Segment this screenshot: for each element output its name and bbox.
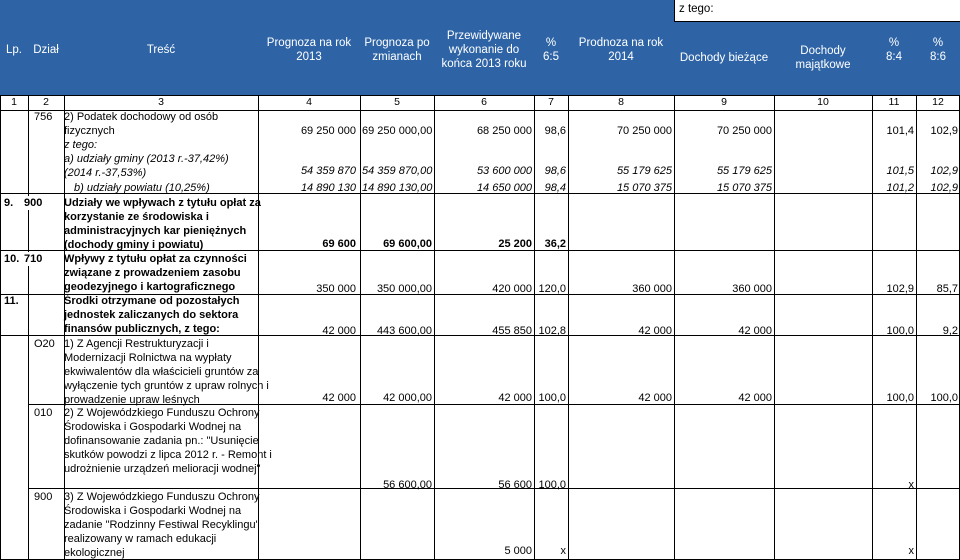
- header-tresc: Treść: [146, 43, 176, 56]
- row-756b-text: b) udziały powiatu (10,25%): [74, 182, 210, 194]
- row-11-3-c11: x: [908, 545, 914, 557]
- colnum: 6: [481, 96, 487, 108]
- row-11-1-c5: 42 000,00: [383, 392, 432, 404]
- row-11-2-c7: 100,0: [538, 479, 566, 491]
- col-divider: [674, 95, 675, 560]
- header-przewidywane: Przewidywane wykonanie do końca 2013 roku: [441, 29, 527, 70]
- row-10-c9: 360 000: [732, 283, 772, 295]
- row-756a-c11: 101,5: [886, 165, 914, 177]
- header-lp: Lp.: [6, 43, 22, 56]
- row-11-c8: 42 000: [638, 325, 672, 337]
- row-10-c12: 85,7: [936, 283, 958, 295]
- row-10-lp: 10.: [4, 253, 20, 265]
- row-10-code: 710: [24, 253, 43, 265]
- row-9-c7: 36,2: [544, 238, 566, 250]
- z-tego-label: z tego:: [674, 0, 960, 22]
- row-11-c11: 100,0: [886, 325, 914, 337]
- row-11-3-code: 900: [34, 491, 53, 503]
- row-9-c5: 69 600,00: [383, 238, 432, 250]
- col-divider: [916, 95, 917, 560]
- row-9-lp: 9.: [4, 197, 14, 209]
- col-divider: [28, 95, 29, 560]
- row-756a-text: z tego: a) udziały gminy (2013 r.-37,42%) (2014 r.-37,53%): [64, 139, 229, 179]
- colnum: 5: [394, 96, 400, 108]
- row-756b-c4: 14 890 130: [300, 182, 356, 194]
- row-11-1-code: O20: [34, 338, 55, 350]
- row-11-2-c6: 56 600: [498, 479, 532, 491]
- row-756-c5: 69 250 000,00: [362, 125, 433, 137]
- row-756a-c8: 55 179 625: [616, 165, 672, 177]
- row-756-c4: 69 250 000: [300, 125, 356, 137]
- row-11-3-c6: x: [560, 545, 566, 557]
- row-756a-c4: 54 359 870: [300, 165, 356, 177]
- row-9-text: Udziały we wpływach z tytułu opłat za korzystanie ze środowiska i administracyjnych kar pieniężnych (dochody gminy i powiatu): [64, 197, 261, 251]
- row-756a-c9: 55 179 625: [716, 165, 772, 177]
- row-10-c8: 360 000: [632, 283, 672, 295]
- row-756a-c5: 54 359 870,00: [362, 165, 433, 177]
- row-11-1-text: 1) Z Agencji Restrukturyzacji i Modernizacji Rolnictwa na wypłaty ekwiwalentów dla właścicieli gruntów za wyłączenie tych gruntów z upraw rolnych i prowadzenie upraw leśnych: [64, 338, 269, 406]
- colnum: 9: [721, 96, 727, 108]
- colnum: 4: [306, 96, 312, 108]
- row-756b-c5: 14 890 130,00: [362, 182, 433, 194]
- row-11-c6: 455 850: [492, 325, 532, 337]
- header-dochody-biezace: Dochody bieżące: [679, 52, 769, 64]
- row-756-c6: 68 250 000: [476, 125, 532, 137]
- row-10-c4: 350 000: [316, 283, 356, 295]
- header-dzial: Dział: [33, 43, 59, 56]
- row-10-text: Wpływy z tytułu opłat za czynności związane z prowadzeniem zasobu geodezyjnego i kartograficznego: [64, 253, 247, 293]
- row-11-3-c5: 5 000: [504, 545, 532, 557]
- header-pct-8-6: % 8:6: [930, 36, 946, 63]
- col-divider: [534, 95, 535, 560]
- header-dochody-majatkowe: Dochody majątkowe: [795, 45, 851, 71]
- colnum: 2: [43, 96, 49, 108]
- colnum: 12: [932, 96, 944, 108]
- row-9-c6: 25 200: [498, 238, 532, 250]
- header-prognoza-po-zmianach: Prognoza po zmianach: [364, 36, 430, 63]
- row-11-2-text: 2) Z Wojewódzkiego Funduszu Ochrony Środowiska i Gospodarki Wodnej na dofinansowanie zadania pn.: "Usunięcie skutków powodzi z lipca 2012 r. - Remont i udrożnienie urządzeń melioracji wodnej": [64, 407, 272, 475]
- row-11-1-c4: 42 000: [322, 392, 356, 404]
- row-756b-c9: 15 070 375: [716, 182, 772, 194]
- row-11-1-c8: 42 000: [638, 392, 672, 404]
- row-10-c11: 102,9: [886, 283, 914, 295]
- colnum: 10: [817, 96, 829, 108]
- header-prognoza-2014: Prodnoza na rok 2014: [578, 36, 664, 63]
- col-divider: [568, 95, 569, 560]
- row-11-1-c9: 42 000: [738, 392, 772, 404]
- row-9-c4: 69 600: [322, 238, 356, 250]
- colnum: 11: [888, 96, 900, 108]
- row-11-3-text: 3) Z Wojewódzkiego Funduszu Ochrony Środowiska i Gospodarki Wodnej na zadanie "Rodzinny Festiwal Recyklingu" realizowany w ramach edukacji ekologicznej: [64, 491, 260, 559]
- row-11-2-code: 010: [34, 407, 53, 419]
- row-756-c12: 102,9: [930, 125, 958, 137]
- row-11-c12: 9,2: [942, 325, 958, 337]
- row-756-c8: 70 250 000: [616, 125, 672, 137]
- row-11-1-c7: 100,0: [538, 392, 566, 404]
- row-756a-c12: 102,9: [930, 165, 958, 177]
- row-756b-c6: 14 650 000: [476, 182, 532, 194]
- row-10-c5: 350 000,00: [376, 283, 432, 295]
- header-pct-6-5: % 6:5: [543, 36, 559, 63]
- header-pct-8-4: % 8:4: [886, 36, 902, 63]
- colnum: 3: [158, 96, 164, 108]
- row-756-c9: 70 250 000: [716, 125, 772, 137]
- row-756-text: 2) Podatek dochodowy od osób fizycznych: [64, 111, 219, 137]
- row-11-c5: 443 600,00: [376, 325, 432, 337]
- row-10-c7: 120,0: [538, 283, 566, 295]
- row-11-1-c11: 100,0: [886, 392, 914, 404]
- row-11-2-c11: x: [908, 479, 914, 491]
- col-divider: [434, 95, 435, 560]
- row-756b-c8: 15 070 375: [616, 182, 672, 194]
- row-756a-c6: 53 600 000: [476, 165, 532, 177]
- row-756a-c7: 98,6: [544, 165, 566, 177]
- row-9-code: 900: [24, 197, 43, 209]
- row-11-lp: 11.: [4, 295, 19, 307]
- row-11-c4: 42 000: [322, 325, 356, 337]
- colnum: 1: [11, 96, 17, 108]
- row-11-c9: 42 000: [738, 325, 772, 337]
- row-11-1-c6: 42 000: [498, 392, 532, 404]
- col-divider: [0, 95, 1, 560]
- header-prognoza-2013: Prognoza na rok 2013: [266, 36, 352, 63]
- col-divider: [774, 95, 775, 560]
- colnum: 8: [618, 96, 624, 108]
- col-divider: [360, 95, 361, 560]
- colnum: 7: [548, 96, 554, 108]
- row-756-code: 756: [34, 111, 53, 123]
- row-11-c7: 102,8: [538, 325, 566, 337]
- row-756b-c7: 98,4: [544, 182, 566, 194]
- row-divider: [0, 95, 960, 96]
- col-divider: [872, 95, 873, 560]
- row-11-2-c5: 56 600,00: [383, 479, 432, 491]
- row-756-c7: 98,6: [544, 125, 566, 137]
- row-11-1-c12: 100,0: [930, 392, 958, 404]
- row-11-text: Środki otrzymane od pozostałych jednostek zaliczanych do sektora finansów publicznych, z tego:: [64, 295, 240, 335]
- row-756b-c12: 102,9: [930, 182, 958, 194]
- row-756b-c11: 101,2: [886, 182, 914, 194]
- row-10-c6: 420 000: [492, 283, 532, 295]
- row-756-c11: 101,4: [886, 125, 914, 137]
